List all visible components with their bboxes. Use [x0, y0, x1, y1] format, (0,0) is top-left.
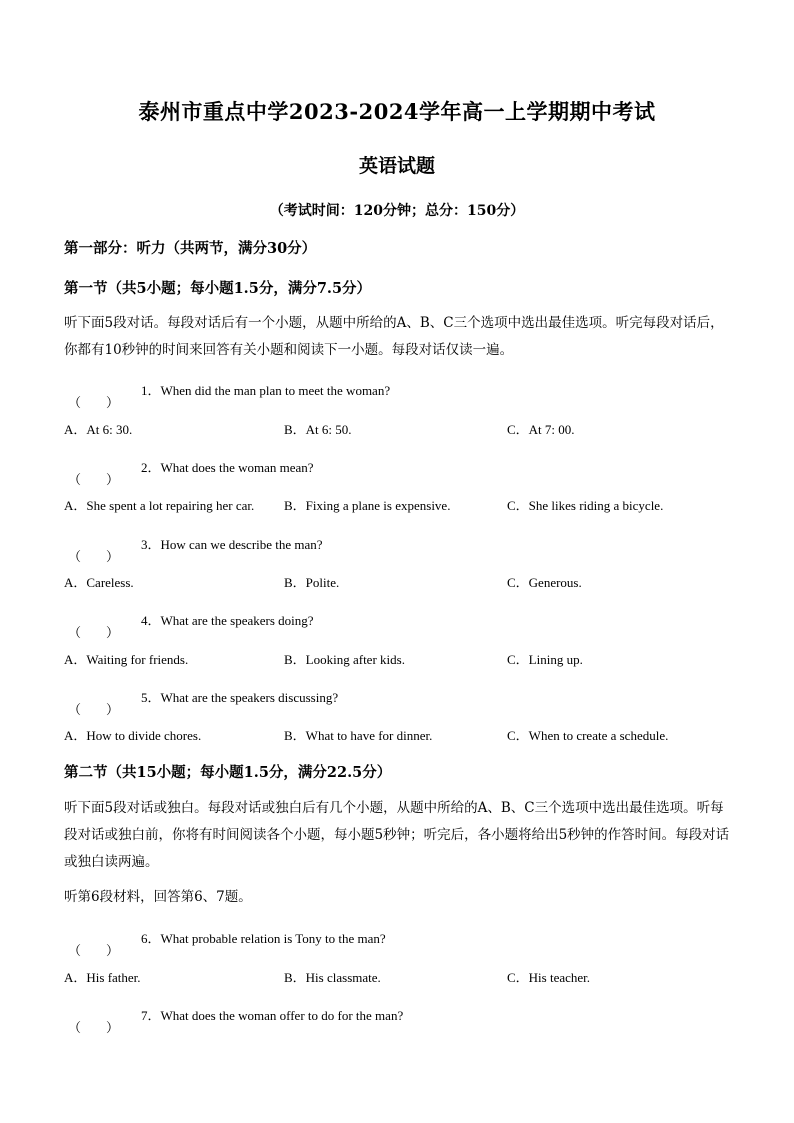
- option-b: B．At 6: 50.: [284, 422, 352, 437]
- answer-paren-right: ）: [106, 1020, 120, 1035]
- answer-paren-left: （: [68, 702, 82, 717]
- option-a: A．She spent a lot repairing her car.: [64, 498, 255, 513]
- question-2: [64, 457, 314, 487]
- question-stem: 6．What probable relation is Tony to the man?: [141, 931, 386, 946]
- answer-paren-left: （: [68, 549, 82, 564]
- question-stem: 3．How can we describe the man?: [141, 537, 323, 552]
- question-4: [64, 610, 314, 640]
- answer-paren-right: ）: [106, 472, 120, 487]
- answer-paren-left: （: [68, 395, 82, 410]
- section2-instructions: 听下面5段对话或独白。每段对话或独白后有几个小题，从题中所给的A、B、C三个选项中选出最佳选项。听每段对话或独白前，你将有时间阅读各个小题，每小题5秒钟；听完后，各小题将给出5秒钟的作答时间。每段对话或独白读两遍。: [64, 800, 730, 870]
- option-c: C．Lining up.: [507, 652, 583, 667]
- question-1: [64, 380, 391, 410]
- material-note: 听第6段材料，回答第6、7题。: [64, 889, 252, 905]
- question-6: [64, 928, 386, 958]
- answer-paren-right: ）: [106, 943, 120, 958]
- question-stem: 7．What does the woman offer to do for the man?: [141, 1008, 404, 1023]
- answer-paren-right: ）: [106, 702, 120, 717]
- option-c: C．Generous.: [507, 575, 582, 590]
- exam-subtitle: 英语试题: [358, 155, 435, 177]
- answer-paren-right: ）: [106, 625, 120, 640]
- question-stem: 5．What are the speakers discussing?: [141, 690, 339, 705]
- option-a: A．Waiting for friends.: [64, 652, 189, 667]
- section2-heading: 第二节（共15小题；每小题1.5分，满分22.5分）: [64, 764, 392, 781]
- question-stem: 4．What are the speakers doing?: [141, 613, 314, 628]
- option-a: A．At 6: 30.: [64, 422, 133, 437]
- question-3: [64, 534, 323, 564]
- question-5: [64, 687, 339, 717]
- answer-paren-left: （: [68, 943, 82, 958]
- section1-instructions: 听下面5段对话。每段对话后有一个小题，从题中所给的A、B、C三个选项中选出最佳选项。听完每段对话后，你都有10秒钟的时间来回答有关小题和阅读下一小题。每段对话仅读一遍。: [64, 315, 724, 358]
- option-b: B．Fixing a plane is expensive.: [284, 498, 451, 513]
- exam-info: （考试时间：120分钟；总分：150分）: [269, 203, 525, 219]
- option-c: C．She likes riding a bicycle.: [507, 498, 664, 513]
- question-7: [64, 1005, 404, 1035]
- option-a: A．His father.: [64, 970, 141, 985]
- answer-paren-right: ）: [106, 395, 120, 410]
- option-a: A．How to divide chores.: [64, 728, 202, 743]
- exam-title: 泰州市重点中学2023-2024学年高一上学期期中考试: [138, 99, 656, 124]
- option-c: C．At 7: 00.: [507, 422, 575, 437]
- option-b: B．What to have for dinner.: [284, 728, 433, 743]
- option-b: B．Polite.: [284, 575, 340, 590]
- answer-paren-left: （: [68, 472, 82, 487]
- option-c: C．When to create a schedule.: [507, 728, 669, 743]
- option-b: B．Looking after kids.: [284, 652, 405, 667]
- part1-heading: 第一部分：听力（共两节，满分30分）: [64, 240, 317, 257]
- question-stem: 1．When did the man plan to meet the woman?: [141, 383, 391, 398]
- section1-heading: 第一节（共5小题；每小题1.5分，满分7.5分）: [64, 280, 372, 297]
- option-b: B．His classmate.: [284, 970, 381, 985]
- answer-paren-left: （: [68, 625, 82, 640]
- question-stem: 2．What does the woman mean?: [141, 460, 314, 475]
- option-a: A．Careless.: [64, 575, 134, 590]
- option-c: C．His teacher.: [507, 970, 591, 985]
- answer-paren-left: （: [68, 1020, 82, 1035]
- answer-paren-right: ）: [106, 549, 120, 564]
